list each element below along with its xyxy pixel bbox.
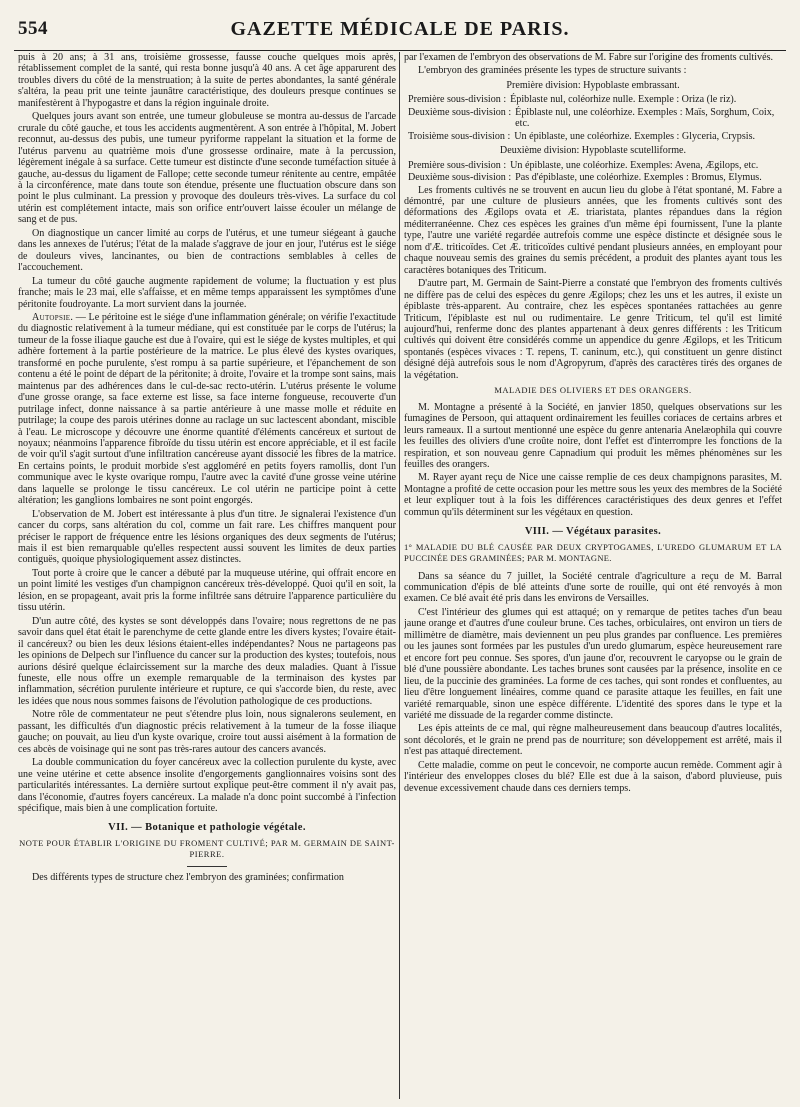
division-1: Première division: Hypoblaste embrassant.	[506, 79, 680, 91]
paragraph: par l'examen de l'embryon des observations de M. Fabre sur l'origine des froments cultivés.	[404, 52, 774, 63]
subdivision-row	[408, 131, 782, 142]
section-subtitle-viii: 1° MALADIE DU BLÉ CAUSÉE PAR DEUX CRYPTOGAMES, L'UREDO GLUMARUM ET LA PUCCINÉE DES GRAMINÉES; PAR M. MONTAGNE.	[404, 541, 782, 564]
paragraph: puis à 20 ans; à 31 ans, troisième grossesse, fausse couche quelques mois après, rétablissement complet de la santé, qui resta bonne jusqu'à 40 ans. A cet âge apparurent des troubles divers du côté de la menstruation; à la suite de pertes abondantes, la santé générale s'altéra, la peau prit une teinte jaunâtre caractéristique, des douleurs presque continues se manifestèrent à l'hypogastre et dans la région inguinale droite.	[18, 52, 396, 109]
division-2: Deuxième division: Hypoblaste scutelliforme.	[499, 145, 687, 157]
subdivision-text: Un épiblaste, une coléorhize. Exemples: Avena, Ægilops, etc.	[510, 159, 759, 171]
subdivision-text: Un épiblaste, une coléorhize. Exemples : Glyceria, Crypsis.	[514, 130, 756, 142]
subdivision-label: Première sous-division :	[408, 159, 507, 171]
paragraph: Dans sa séance du 7 juillet, la Société centrale d'agriculture a reçu de M. Barral communication d'épis de blé atteints d'une sorte de rouille, qui ont été renvoyés à mon examen. Ce blé avait été pris dans les environs de Versailles.	[404, 570, 782, 605]
paragraph: C'est l'intérieur des glumes qui est attaqué; on y remarque de petites taches d'un beau jaune orange et d'autres d'une couleur brune. Ces taches, orbiculaires, ont environ un tiers de millimètre de diamètre, mais deviennent un peu plus grandes par confluence. Les premières ou les jaunes sont formées par les pustules d'un uredo glumarum, espèce heureusement rare et encore fort peu connue. Ses spores, d'un jaune d'or, recouvrent le caryopse ou le grain de blé d'une poussière abondante. Les taches brunes sont causées par la présence, insolite en ce lieu, de la puccinie des graminées. La forme de ces taches, qui sont rondes et confluentes, au lieu d'être longuement linéaires, comme quand ce parasite attaque les feuilles, en fait une variété remarquable, sinon une espèce différente. L'identité des spores dans le type et la variété me dissuade de la regarder comme distincte.	[404, 606, 782, 722]
subdivision-row	[408, 107, 782, 130]
subdivision-label: Première sous-division :	[408, 94, 507, 106]
paragraph: Tout porte à croire que le cancer a débuté par la muqueuse utérine, qui offrait encore en un point limité les vestiges d'un champignon cancéreux très-développé. Quoi qu'il en soit, la lésion, en se propageant, avait pris la forme infiltrée sans détruire l'apparence particulière du tissu utérin.	[18, 567, 396, 614]
section-title-viii: VIII. — Végétaux parasites.	[524, 526, 662, 538]
divider	[187, 866, 227, 867]
paragraph: L'observation de M. Jobert est intéressante à plus d'un titre. Je signalerai l'existence d'un cancer du corps, sans altération du col, comme un fait rare. Les chiffres manquent pour préciser le rapport de fréquence entre les lésions organiques des deux segments de l'utérus; mais il est bien remarquable qu'elles respectent aussi souvent les limites de deux parties contiguës, quoique physiologiquement assez distinctes.	[18, 508, 396, 566]
paragraph: D'un autre côté, des kystes se sont développés dans l'ovaire; nous regrettons de ne pas savoir dans quel état était le parenchyme de cette glande entre les divers kystes; l'ovaire était-il cancéreux? ou bien les deux lésions étaient-elles indépendantes? Nous ne partageons pas les opinions de Delpech sur l'influence du cancer sur la production des kystes; toutefois, nous aurions désiré quelque éclaircissement sur la marche des deux maladies. Quant à l'issue funeste, elle nous offre un exemple remarquable de la terminaison des kystes par inflammation, sécrétion purulente intérieure et rupture, ce qui s'accorde bien, du reste, avec les idées que nous nous sommes faisons de l'évolution pathologique de ces productions.	[18, 615, 396, 707]
left-column	[18, 52, 396, 1101]
subdivision-text: Pas d'épiblaste, une coléorhize. Exemples : Bromus, Elymus.	[515, 172, 762, 184]
page-header	[14, 6, 786, 51]
paragraph-autopsie	[18, 312, 396, 507]
paragraph: Cette maladie, comme on peut le concevoir, ne comporte aucun remède. Comment agir à l'intérieur des enveloppes closes du blé? Elle est due à la saison, d'abord pluvieuse, puis devenue excessivement chaude dans ces derniers temps.	[404, 759, 782, 794]
autopsie-label: Autopsie.	[32, 311, 74, 323]
paragraph: La double communication du foyer cancéreux avec la collection purulente du kyste, avec une veine utérine et cette absence insolite d'engorgements ganglionnaires voisins sont des particularités intéressantes. La dernière surtout explique peut-être comment il n'y avait pas, dans l'économie, d'autres foyers cancéreux. La malade n'a donc point succombé à l'infection spécifique, mais bien à une complication fortuite.	[18, 757, 396, 814]
subdivision-label: Deuxième sous-division :	[408, 106, 512, 118]
section-subtitle-vii: NOTE POUR ÉTABLIR L'ORIGINE DU FROMENT CULTIVÉ; PAR M. GERMAIN DE SAINT-PIERRE.	[19, 837, 395, 860]
paragraph: Des différents types de structure chez l'embryon des graminées; confirmation	[32, 871, 344, 883]
paragraph: Notre rôle de commentateur ne peut s'étendre plus loin, nous signalerons seulement, en passant, les difficultés d'un diagnostic précis relativement à la tumeur de la fosse iliaque gauche; on pouvait, au lieu d'un kyste ovarique, croire tout aussi aisément à la formation de ces abcès de voisinage qui ne sont pas très-rares autour des cancers avancés.	[18, 709, 396, 755]
paragraph: Quelques jours avant son entrée, une tumeur globuleuse se montra au-dessus de l'arcade crurale du côté gauche, et tous les accidents augmentèrent. A son entrée à l'hôpital, M. Jobert reconnut, au-dessus des pubis, une tumeur pyriforme rappelant la situation et la forme de l'utérus parvenu au quatrième mois d'une grossesse ordinaire, mate à la percussion, légèrement inégale à sa surface. Cette tumeur est distincte d'une seconde tuméfaction située à gauche, au-dessus du ligament de Fallope; cette seconde tumeur rénitente au centre, empâtée à la circonférence, mate dans toute son étendue, présente une fluctuation obscure dans son point le plus culminant. La pression y provoque des douleurs très-vives. La surface du col utérin est complétement intacte, mais son orifice entr'ouvert laisse écouler un mélange de sang et de pus.	[18, 111, 396, 226]
subdivision-row	[408, 172, 782, 183]
section-title-vii: VII. — Botanique et pathologie végétale.	[108, 822, 306, 834]
subdivision-row	[408, 94, 782, 105]
paragraph: L'embryon des graminées présente les types de structure suivants :	[418, 65, 687, 77]
paragraph: M. Rayer ayant reçu de Nice une caisse remplie de ces deux champignons parasites, M. Montagne a profité de cette occasion pour les mettre sous les yeux des membres de la Société et leur expliquer tout à la fois les différences caractéristiques des deux genres et l'effet commun qu'ils déterminent sur les végétaux en question.	[404, 472, 782, 518]
paragraph: La tumeur du côté gauche augmente rapidement de volume; la fluctuation y est plus franche; mais le 23 mai, elle s'affaisse, et en même temps apparaissent les symptômes d'une péritonite foudroyante. La mort survient dans la journée.	[18, 275, 396, 310]
page-number: 554	[18, 18, 48, 39]
subdivision-text: Épiblaste nul, une coléorhize. Exemples : Maïs, Sorghum, Coix, etc.	[515, 106, 775, 130]
right-column	[404, 52, 782, 1101]
paragraph: Les froments cultivés ne se trouvent en aucun lieu du globe à l'état spontané, M. Fabre a démontré, par une culture de plusieurs années, que les froments cultivés sont des déformations des Ægilops ovata et Æ. triaristata, plantes répandues dans la région méditerranéenne. Chez ces espèces les graines d'un même épi fournissent, l'une la plante type, l'autre une variété regardée autrefois comme une espèce distincte et désignée sous le nom d'Æ. triticoïdes. Cet Æ. triticoïdes cultivé pendant plusieurs années, en employant pour chaque nouveau semis des graines du semis précédent, a produit des plantes ayant tous les caractères botaniques des Triticum.	[404, 184, 782, 276]
paragraph: M. Montagne a présenté à la Société, en janvier 1850, quelques observations sur les fumagines de Persoon, qui attaquent ordinairement les feuilles coriaces de certains arbres et leurs rameaux. Il a surtout mentionné une espèce du genre antenaria Anelæophila qui couvre les feuilles des oliviers d'une croûte noire, dont l'effet est d'interrompre les fonctions de la respiration, et son nouveau genre Capnadium qui produit les mêmes phénomènes sur les feuilles des orangers.	[404, 401, 782, 470]
columns	[18, 52, 782, 1101]
paragraph: On diagnostique un cancer limité au corps de l'utérus, et une tumeur siégeant à gauche dans les annexes de l'utérus; l'état de la malade s'aggrave de jour en jour, l'utérus est le siége de douleurs vives, lancinantes, ou bien de contractions semblables à celles de l'accouchement.	[18, 227, 396, 274]
subdivision-text: Épiblaste nul, coléorhize nulle. Exemple : Oriza (le riz).	[510, 94, 737, 106]
subsection-title-oliviers: MALADIE DES OLIVIERS ET DES ORANGERS.	[494, 385, 692, 396]
running-title: GAZETTE MÉDICALE DE PARIS.	[230, 18, 570, 40]
subdivision-label: Deuxième sous-division :	[408, 172, 512, 184]
paragraph: D'autre part, M. Germain de Saint-Pierre a constaté que l'embryon des froments cultivés ne diffère pas de celui des espèces du genre Ægilops; chez les uns et les autres, il existe un épiblaste très-apparent. Au contraire, chez les espèces spontanées rattachées au genre Triticum, l'épiblaste est nul ou rudimentaire. Le genre Triticum, tel qu'il est limité aujourd'hui, renferme donc des plantes appartenant à deux genres différents : les Triticum cultivés qui doivent être considérés comme un appendice du genre Ægilops, et les Triticum spontanés (espèces vivaces : T. repens, T. caninum, etc.), qui constituent un genre distinct désigné déjà autrefois sous le nom d'Agropyrum, d'après des caractères tirés des organes de la végétation.	[404, 278, 782, 381]
subdivision-label: Troisième sous-division :	[408, 130, 511, 142]
paragraph: Les épis atteints de ce mal, qui règne malheureusement dans beaucoup d'autres localités, sont décolorés, et le grain ne prend pas de nourriture; son développement est arrêté, mais il n'est pas attaqué directement.	[404, 723, 782, 758]
subdivision-row	[408, 160, 782, 171]
autopsie-text: — Le péritoine est le siége d'une inflammation générale; on vérifie l'exactitude du diagnostic relativement à la tumeur médiane, qui est constituée par le corps de l'utérus; la tumeur de la fosse iliaque gauche est due à l'ovaire, qui est le siége de kystes multiples, et qui adhère fortement à la partie postérieure de la matrice. Le plus élevé des kystes ovariques, transformé en poche purulente, s'est rompu à sa partie supérieure, et l'épanchement de son contenu a été le point de départ de la péritonite; à droite, l'ovaire et la trompe sont sains, mais maintenus par des adhérences dans le cul-de-sac recto-utérin. L'utérus présente le volume d'une grosse orange, sa face externe est lisse, sa face interne fongueuse, recouverte d'un putrilage infect, donne naissance à sa partie antérieure à une masse molle et réduite en putrilage; la coupe des parois utérines donne au raclage un suc lactescent abondant, miscible à l'eau. Le microscope y découvre une énorme quantité d'éléments cancéreux et surtout de noyaux; néanmoins l'apparence fibroïde du tissu utérin est encore appréciable, et il est facile de voir qu'il s'agit surtout d'une infiltration cancéreuse ayant dissocié les fibres de la matrice. En certains points, le produit morbide s'est aggloméré en petits foyers ramollis, dont l'un communique avec le kyste ovarique rompu, l'autre avec la cavité d'une grosse veine utérine dans laquelle se prolonge le tissu cancéreux. Le col utérin ne participe point à cette altération; les ganglions lombaires ne sont point engorgés.	[18, 311, 396, 507]
